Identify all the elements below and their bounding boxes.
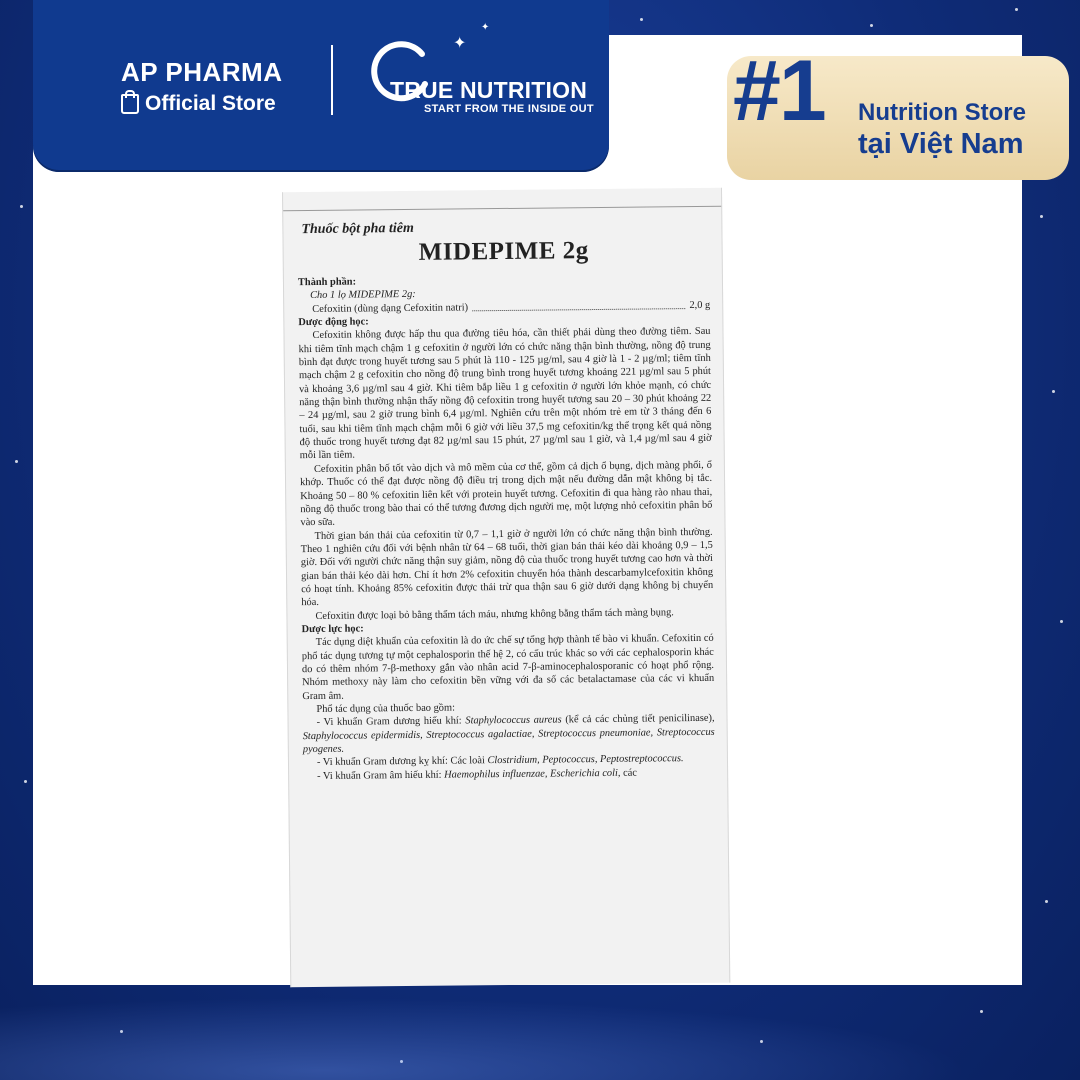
doc-top-rule	[283, 206, 721, 212]
brand-header	[33, 0, 609, 172]
brand-store-label: Official Store	[145, 92, 276, 115]
composition-for: Cho 1 lọ MIDEPIME 2g:	[310, 289, 416, 302]
ap-pharma-brand	[121, 57, 282, 116]
badge-line-1: Nutrition Store	[858, 99, 1026, 126]
sparkle-icon: ✦	[453, 35, 467, 52]
badge-line-2: tại Việt Nam	[858, 128, 1024, 160]
doc-body	[298, 272, 715, 783]
ingredient-name: Cefoxitin (dùng dạng Cefoxitin natri)	[312, 302, 469, 315]
badge-rank: #1	[733, 43, 825, 139]
ingredient-amount: 2,0 g	[689, 299, 711, 311]
pd-paragraph: Tác dụng diệt khuẩn của cefoxitin là do ức chế sự tổng hợp thành tế bào vi khuẩn. Cefoxitin có phổ tác dụng tương tự một cephalosporin thế hệ 2, có cấu trúc khác so với các cephalosporin khác do có thêm nhóm 7-β-methoxy gắn vào nhân acid 7-β-aminocephalosporanic có hoạt phổ rộng. Nhóm methoxy này làm cho cefoxitin bền vững với đa số các betalactamase của các vi khuẩn Gram âm.	[301, 633, 715, 702]
brand-store	[121, 92, 282, 116]
doc-subtitle: Thuốc bột pha tiêm	[301, 220, 414, 238]
composition-heading: Thành phần:	[297, 276, 357, 289]
spectrum-item: - Vi khuẩn Gram dương kỵ khí: Các loài Clostridium, Peptococcus, Peptostreptococcus.	[316, 753, 684, 769]
partner-title: TRUE NUTRITION	[390, 77, 588, 103]
spectrum-item: - Vi khuẩn Gram âm hiếu khí: Haemophilus influenzae, Escherichia coli, các	[317, 767, 637, 782]
partner-slogan: START FROM THE INSIDE OUT	[424, 103, 594, 115]
shopping-bag-icon	[121, 94, 139, 114]
pk-paragraph: Cefoxitin không được hấp thu qua đường tiêu hóa, cần thiết phải dùng theo đường tiêm. Sau khi tiêm tĩnh mạch chậm 1 g cefoxitin ở người lớn có chức năng thận bình thường, nồng độ trung bình đạt được trong huyết tương sau 5 phút là 110 - 125 µg/ml, sau 4 giờ là 1 - 2 µg/ml; tiêm tĩnh mạch chậm 2 g cefoxitin cho nồng độ trung bình trong huyết tương khoảng 221 µg/ml sau 5 phút và khoảng 3,6 µg/ml sau 4 giờ. Khi tiêm bắp liều 1 g cefoxitin ở người lớn khỏe mạnh, có chức năng thận bình thường nhận thấy nồng độ cefoxitin trong huyết tương sau 20 – 30 phút khoảng 22 – 24 µg/ml, sau 2 giờ trung bình 6,4 µg/ml. Nghiên cứu trên một nhóm trẻ em từ 3 tháng đến 6 tuổi, sau khi tiêm tĩnh mạch chậm mỗi 6 giờ với liều 37,5 mg cefoxitin/kg thể trọng kết quả nồng độ thuốc trong huyết tương đạt 82 µg/ml sau 15 phút, 27 µg/ml sau 1 giờ, và 1,4 µg/ml sau 4 giờ mỗi lần tiêm.	[298, 326, 712, 462]
bottom-glow	[0, 985, 1080, 1080]
sparkle-icon: ✦	[481, 22, 490, 33]
spectrum-intro: Phổ tác dụng của thuốc bao gồm:	[316, 702, 455, 715]
pk-heading: Dược động học:	[298, 316, 369, 329]
doc-title: MIDEPIME 2g	[418, 237, 589, 266]
pd-heading: Dược lực học:	[301, 623, 364, 636]
pk-paragraph: Cefoxitin phân bố tốt vào dịch và mô mềm của cơ thể, gồm cả dịch ổ bụng, dịch màng phổi, ổ khớp. Thuốc có thể đạt được nồng độ điều trị trong dịch mật nếu đường dẫn mật không bị tắc. Khoảng 50 – 80 % cefoxitin liên kết với protein huyết tương. Cefoxitin đi qua hàng rào nhau thai, nồng độ thuốc trong bào thai có thể tương đương dịch người mẹ, một lượng nhỏ cefoxitin phân bố vào sữa.	[299, 459, 713, 529]
pk-paragraph: Thời gian bán thải của cefoxitin từ 0,7 – 1,1 giờ ở người lớn có chức năng thận bình thường. Theo 1 nghiên cứu đối với bệnh nhân từ 64 – 68 tuổi, thời gian bán thải kéo dài khoảng 0,9 – 1,5 giờ. Đối với người chức năng thận suy giảm, nồng độ của thuốc trong huyết tương cao hơn và thời gian bán thải kéo dài hơn. Chỉ ít hơn 2% cefoxitin chuyển hóa thành descarbamylcefoxitin không có hoạt tính. Khoảng 85% cefoxitin được thải trừ qua thận sau 6 giờ dưới dạng không bị chuyển hóa.	[300, 526, 714, 609]
leader-dots	[472, 299, 685, 312]
pk-paragraph: Cefoxitin được loại bỏ bằng thẩm tách máu, nhưng không bằng thẩm tách màng bụng.	[315, 606, 674, 622]
spectrum-item: - Vi khuẩn Gram dương hiếu khí: Staphylococcus aureus (kể cả các chủng tiết penicilinase), Staphylococcus epidermidis, Streptococcus agalactiae, Streptococcus pneumoniae, Streptococcus pyogenes.	[302, 713, 715, 756]
brand-name: AP PHARMA	[121, 57, 283, 87]
header-divider	[331, 45, 333, 115]
leaflet-scan	[282, 188, 730, 988]
